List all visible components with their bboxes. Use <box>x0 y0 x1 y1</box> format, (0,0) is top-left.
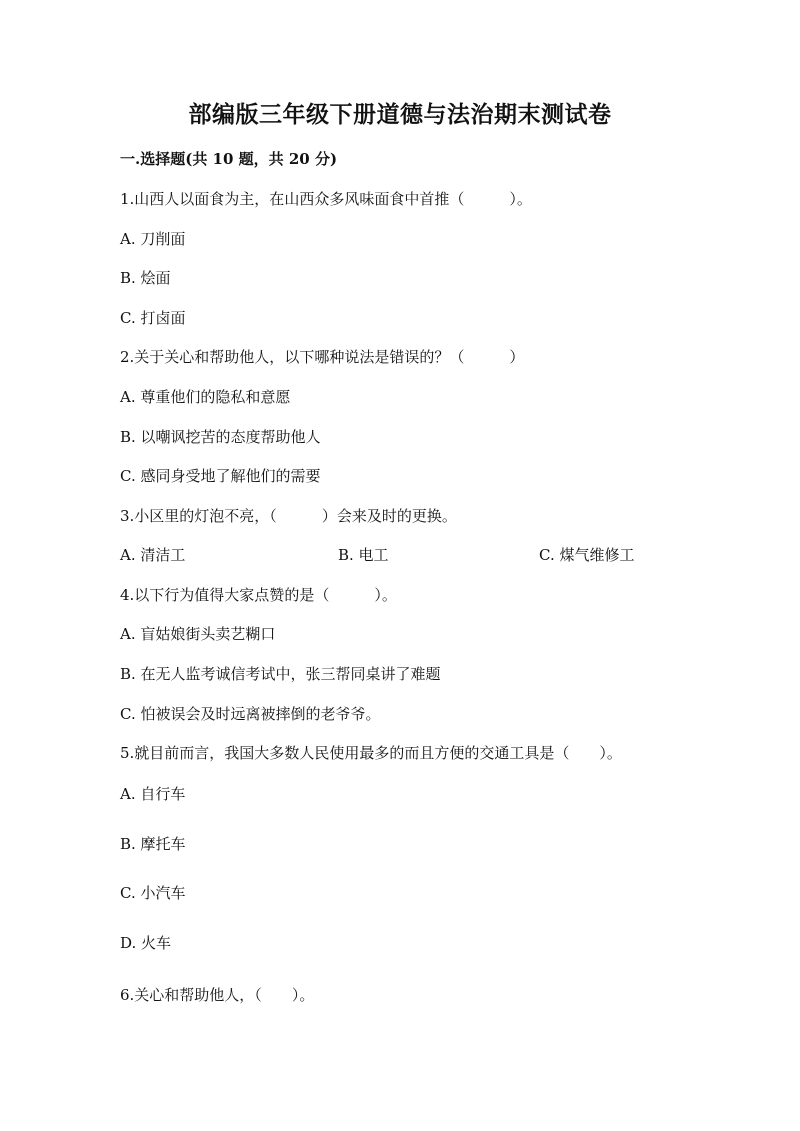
question-1-option-b: B. 烩面 <box>120 269 171 287</box>
question-5-option-a: A. 自行车 <box>120 785 186 803</box>
question-4-option-a: A. 盲姑娘街头卖艺糊口 <box>120 625 276 643</box>
question-5-option-d: D. 火车 <box>120 934 172 952</box>
question-4-stem: 4.以下行为值得大家点赞的是（ ）。 <box>120 586 397 604</box>
question-5-option-b: B. 摩托车 <box>120 835 186 853</box>
question-1-option-c: C. 打卤面 <box>120 309 186 327</box>
question-2-option-a: A. 尊重他们的隐私和意愿 <box>120 388 291 406</box>
question-3-stem: 3.小区里的灯泡不亮，（ ）会来及时的更换。 <box>120 507 457 525</box>
section-heading: 一.选择题(共 10 题，共 20 分) <box>120 150 338 168</box>
question-2-option-c: C. 感同身受地了解他们的需要 <box>120 467 321 485</box>
page-title: 部编版三年级下册道德与法治期末测试卷 <box>188 101 612 128</box>
question-4-option-c: C. 怕被误会及时远离被摔倒的老爷爷。 <box>120 705 381 723</box>
question-3-option-b: B. 电工 <box>338 546 389 564</box>
question-1-stem: 1.山西人以面食为主，在山西众多风味面食中首推（ ）。 <box>120 190 532 208</box>
question-6-stem: 6.关心和帮助他人，（ ）。 <box>120 986 315 1004</box>
question-3-option-a: A. 清洁工 <box>120 546 186 564</box>
question-1-option-a: A. 刀削面 <box>120 230 186 248</box>
question-4-option-b: B. 在无人监考诚信考试中，张三帮同桌讲了难题 <box>120 665 441 683</box>
question-2-option-b: B. 以嘲讽挖苦的态度帮助他人 <box>120 428 321 446</box>
question-5-option-c: C. 小汽车 <box>120 884 186 902</box>
question-5-stem: 5.就目前而言，我国大多数人民使用最多的而且方便的交通工具是（ ）。 <box>120 744 622 762</box>
question-2-stem: 2.关于关心和帮助他人，以下哪种说法是错误的？（ ） <box>120 348 525 366</box>
question-3-option-c: C. 煤气维修工 <box>539 546 635 564</box>
